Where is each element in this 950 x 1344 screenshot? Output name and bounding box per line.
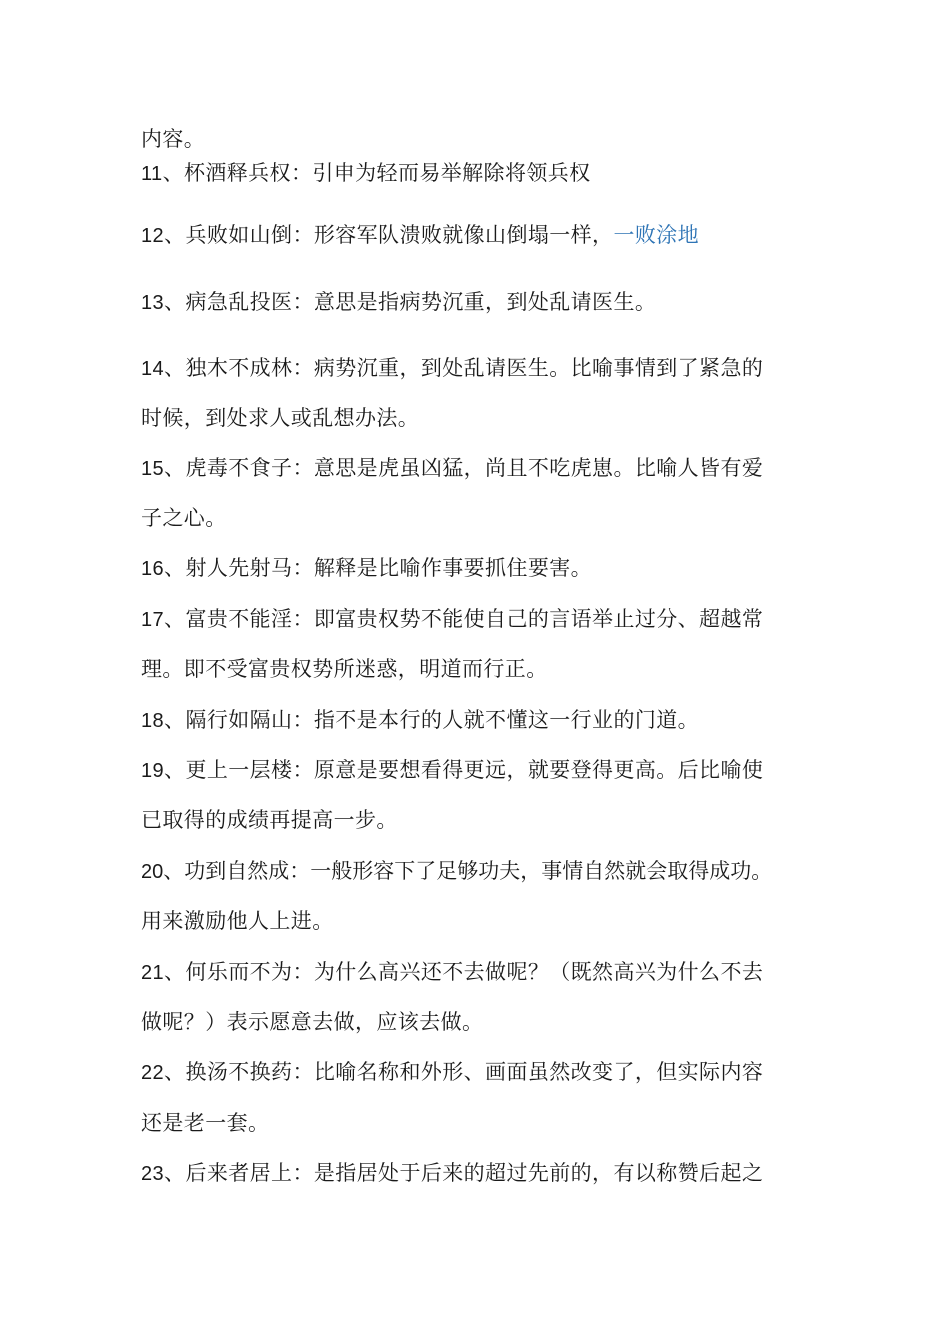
entry-18 bbox=[141, 706, 699, 735]
entry-number: 11 bbox=[141, 163, 163, 185]
entry-12 bbox=[141, 221, 699, 250]
entry-17 bbox=[141, 605, 763, 634]
idiom-link[interactable]: 一败涂地 bbox=[613, 223, 700, 247]
entry-number: 21 bbox=[141, 962, 165, 984]
entry-16 bbox=[141, 554, 592, 583]
entry-23 bbox=[141, 1159, 763, 1188]
entry-number: 14 bbox=[141, 358, 165, 380]
entry-continuation: 子之心。 bbox=[141, 506, 227, 530]
entry-21 bbox=[141, 958, 763, 987]
entry-number: 16 bbox=[141, 558, 165, 580]
entry-number: 23 bbox=[141, 1163, 165, 1185]
entry-text: 、更上一层楼：原意是要想看得更远，就要登得更高。后比喻使 bbox=[164, 758, 764, 782]
entry-text: 、病急乱投医：意思是指病势沉重，到处乱请医生。 bbox=[164, 290, 657, 314]
entry-number: 12 bbox=[141, 225, 165, 247]
entry-continuation: 用来激励他人上进。 bbox=[141, 909, 334, 933]
entry-text: 、富贵不能淫：即富贵权势不能使自己的言语举止过分、超越常 bbox=[164, 607, 764, 631]
entry-continuation: 时候，到处求人或乱想办法。 bbox=[141, 406, 420, 430]
entry-13 bbox=[141, 288, 656, 317]
entry-continuation: 已取得的成绩再提高一步。 bbox=[141, 808, 398, 832]
entry-number: 18 bbox=[141, 710, 165, 732]
entry-text: 、射人先射马：解释是比喻作事要抓住要害。 bbox=[164, 556, 593, 580]
entry-number: 20 bbox=[141, 861, 164, 883]
entry-19 bbox=[141, 756, 763, 785]
entry-number: 19 bbox=[141, 760, 165, 782]
entry-number: 13 bbox=[141, 292, 165, 314]
entry-text: 、何乐而不为：为什么高兴还不去做呢？（既然高兴为什么不去 bbox=[164, 960, 764, 984]
entry-11 bbox=[141, 159, 591, 188]
entry-text: 、虎毒不食子：意思是虎虽凶猛，尚且不吃虎崽。比喻人皆有爱 bbox=[164, 456, 764, 480]
entry-text: 、换汤不换药：比喻名称和外形、画面虽然改变了，但实际内容 bbox=[164, 1060, 764, 1084]
entry-text: 、隔行如隔山：指不是本行的人就不懂这一行业的门道。 bbox=[164, 708, 700, 732]
entry-text: 、兵败如山倒：形容军队溃败就像山倒塌一样， bbox=[164, 223, 614, 247]
entry-number: 15 bbox=[141, 458, 165, 480]
text-line: 内容。 bbox=[141, 127, 206, 151]
entry-continuation: 做呢？）表示愿意去做，应该去做。 bbox=[141, 1010, 484, 1034]
entry-number: 17 bbox=[141, 609, 165, 631]
entry-continuation: 还是老一套。 bbox=[141, 1111, 270, 1135]
entry-number: 22 bbox=[141, 1062, 165, 1084]
entry-text: 、功到自然成：一般形容下了足够功夫，事情自然就会取得成功。 bbox=[163, 859, 773, 883]
entry-text: 、杯酒释兵权：引申为轻而易举解除将领兵权 bbox=[162, 161, 591, 185]
entry-15 bbox=[141, 454, 763, 483]
entry-22 bbox=[141, 1058, 763, 1087]
entry-continuation: 理。即不受富贵权势所迷惑，明道而行正。 bbox=[141, 657, 548, 681]
entry-text: 、后来者居上：是指居处于后来的超过先前的，有以称赞后起之 bbox=[164, 1161, 764, 1185]
entry-text: 、独木不成林：病势沉重，到处乱请医生。比喻事情到了紧急的 bbox=[164, 356, 764, 380]
entry-14 bbox=[141, 354, 763, 383]
entry-20 bbox=[141, 857, 772, 886]
